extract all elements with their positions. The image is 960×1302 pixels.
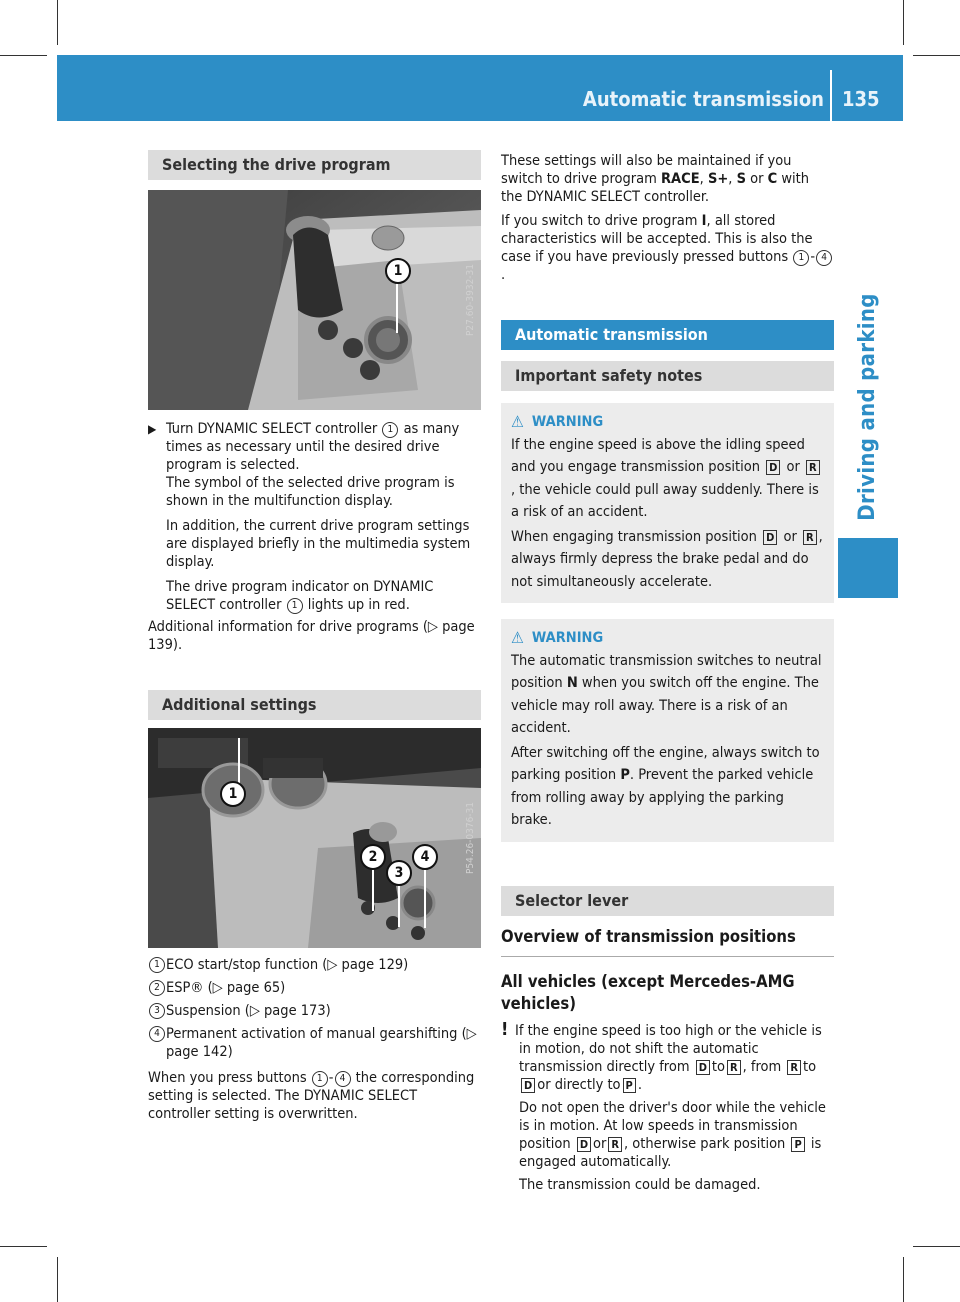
crop-mark [57, 1257, 58, 1302]
list-number: 2 [149, 980, 165, 996]
left-column [148, 150, 481, 1123]
warning-text-part: After switching off the engine, always switch to parking position [511, 744, 820, 783]
warning-heading [511, 411, 824, 434]
settings-maintained-paragraph [501, 152, 834, 206]
crop-mark [57, 0, 58, 45]
note-text-part: Do not open the driver's door while the vehicle is in motion. At low speeds in transmission position [519, 1099, 826, 1152]
gear-key-d: D [763, 530, 777, 545]
callout-number-1: 1 [793, 250, 809, 266]
note-text-part: is engaged automatically. [519, 1135, 822, 1170]
warning-triangle-icon: ⚠ [511, 412, 524, 431]
list-number: 3 [149, 1003, 165, 1019]
warning-text-part: or [783, 528, 797, 545]
individual-program-paragraph [501, 212, 834, 284]
figure-dynamic-select [148, 190, 481, 410]
callout-number-4: 4 [335, 1071, 351, 1087]
list-text: Suspension (▷ page 173) [166, 1003, 331, 1019]
subheading-overview: Overview of transmission positions [501, 926, 796, 946]
paragraph-text: When you press buttons [148, 1070, 307, 1086]
divider [501, 956, 834, 957]
program-splus: S+ [707, 171, 729, 187]
callout-number-4: 4 [816, 250, 832, 266]
warning-text-part: . Prevent the parked vehicle from rolling away by applying the parking brake. [511, 767, 814, 828]
callout-leader [372, 866, 374, 911]
warning-text [511, 650, 824, 740]
step-paragraph-2: In addition, the current drive program settings are displayed briefly in the multimedia system display. [166, 518, 471, 570]
gear-key-r: R [803, 530, 817, 545]
program-i: I [701, 213, 707, 229]
callout-leader [396, 278, 398, 333]
step-text: as many times as necessary until the desired drive program is selected. [166, 421, 460, 473]
range-dash: - [328, 1070, 334, 1086]
warning-text-part: , always firmly depress the brake pedal and do not simultaneously accelerate. [511, 528, 823, 590]
section-title-additional: Additional settings [148, 690, 481, 720]
step-block [148, 420, 481, 654]
callout-leader [424, 866, 426, 928]
warning-text-part: If the engine speed is above the idling speed and you engage transmission position [511, 436, 805, 475]
warning-label: WARNING [531, 414, 604, 430]
warning-text [511, 434, 824, 524]
callout-2: 2 [360, 844, 386, 870]
callout-number-1: 1 [382, 422, 398, 438]
punctuation: . [501, 267, 506, 283]
figure-code: P27.60-3932-31 [465, 264, 476, 337]
legend-list [148, 956, 481, 1061]
note-text-part: or directly to [537, 1076, 621, 1093]
gear-key-r: R [806, 460, 820, 475]
paragraph-text: the corresponding setting is selected. The DYNAMIC SELECT controller setting is overwritten. [148, 1070, 475, 1122]
note-text [501, 1018, 834, 1094]
side-tab-label: Driving and parking [855, 293, 880, 521]
step-arrow-icon: ▶ [148, 422, 157, 436]
gear-key-p: P [791, 1137, 804, 1152]
callout-leader [238, 738, 240, 783]
note-block [501, 1018, 834, 1194]
gear-key-d: D [521, 1078, 535, 1093]
crop-mark [913, 1246, 960, 1247]
crop-mark [913, 55, 960, 56]
warning-text-part: When engaging transmission position [511, 528, 757, 545]
note-text [519, 1099, 834, 1171]
figure-illustration [148, 190, 481, 410]
list-number: 1 [149, 957, 165, 973]
gear-key-r: R [787, 1060, 801, 1075]
warning-heading [511, 627, 824, 650]
warning-text-part: when you switch off the engine. The vehicle may roll away. There is a risk of an accident. [511, 675, 819, 736]
gear-key-d: D [766, 460, 780, 475]
step-turn-controller [148, 420, 481, 614]
punctuation: , [728, 171, 733, 187]
step-text: Turn DYNAMIC SELECT controller [166, 421, 378, 437]
warning-text-part: or [786, 459, 800, 475]
section-title-safety-notes: Important safety notes [501, 361, 834, 391]
crop-mark [903, 0, 904, 45]
section-title-automatic-transmission: Automatic transmission [501, 320, 834, 350]
paragraph-text: or [750, 171, 764, 187]
paragraph-text: with the DYNAMIC SELECT controller. [501, 171, 810, 205]
exclamation-note-icon: ! [501, 1018, 509, 1040]
note-text-part: or [593, 1135, 607, 1152]
step-text: The drive program indicator on DYNAMIC SELECT controller [166, 579, 434, 613]
warning-box-1 [501, 403, 834, 603]
warning-box-2 [501, 619, 834, 842]
page-number: 135 [842, 87, 880, 111]
right-column [501, 152, 834, 1194]
gear-key-r: R [608, 1137, 622, 1152]
note-text-damage: The transmission could be damaged. [519, 1176, 761, 1193]
gear-key-d: D [577, 1137, 591, 1152]
section-title-selector-lever: Selector lever [501, 886, 834, 916]
paragraph-text: , all stored characteristics will be accepted. This is also the case if you have previously pressed buttons [501, 213, 813, 265]
paragraph-text: These settings will also be maintained if you switch to drive program [501, 153, 792, 187]
note-text-part: , otherwise park position [624, 1135, 786, 1152]
list-text: ESP® (▷ page 65) [166, 980, 286, 996]
gear-p: P [620, 767, 630, 783]
program-c: C [767, 171, 778, 187]
callout-1: 1 [385, 258, 411, 284]
callout-3: 3 [386, 860, 412, 886]
callout-leader [398, 882, 400, 927]
warning-triangle-icon: ⚠ [511, 628, 524, 647]
gear-key-p: P [623, 1078, 636, 1093]
list-item [148, 1025, 481, 1061]
paragraph-text: If you switch to drive program [501, 213, 698, 229]
list-text: Permanent activation of manual gearshifting (▷ page 142) [166, 1026, 477, 1060]
program-s: S [736, 171, 746, 187]
callout-number-1: 1 [312, 1071, 328, 1087]
subheading-all-vehicles: All vehicles (except Mercedes-AMG vehicles) [501, 971, 795, 1013]
note-text-part: If the engine speed is too high or the vehicle is in motion, do not shift the automatic transmission directly from [515, 1022, 822, 1075]
side-tab-block [838, 538, 898, 598]
warning-text [511, 526, 824, 594]
callout-1: 1 [220, 781, 246, 807]
gear-key-r: R [727, 1060, 741, 1075]
gear-key-d: D [696, 1060, 710, 1075]
list-number: 4 [149, 1026, 165, 1042]
range-dash: - [810, 249, 816, 265]
side-tab [838, 292, 898, 522]
figure-code: P54.26-0376-31 [465, 802, 476, 875]
warning-text [511, 742, 824, 832]
list-text: ECO start/stop function (▷ page 129) [166, 957, 409, 973]
list-item [148, 1002, 481, 1020]
additional-info-text: Additional information for drive programs (▷ page 139). [148, 619, 475, 653]
list-item [148, 956, 481, 974]
step-text: lights up in red. [307, 597, 410, 613]
note-text-part: to [711, 1058, 726, 1075]
note-text-part: to [803, 1058, 817, 1075]
note-text-part: , from [742, 1058, 782, 1075]
punctuation: , [699, 171, 704, 187]
crop-mark [0, 55, 47, 56]
warning-text-part: , the vehicle could pull away suddenly. There is a risk of an accident. [511, 481, 819, 520]
crop-mark [903, 1257, 904, 1302]
list-item [148, 979, 481, 997]
page-header-title: Automatic transmission [582, 87, 824, 111]
warning-label: WARNING [531, 630, 604, 646]
buttons-paragraph [148, 1069, 481, 1123]
note-text-part: . [637, 1076, 642, 1093]
gear-n: N [566, 675, 578, 691]
crop-mark [0, 1246, 47, 1247]
warning-text-part: The automatic transmission switches to neutral position [511, 652, 822, 691]
callout-number-1: 1 [287, 598, 303, 614]
figure-illustration [148, 728, 481, 948]
program-race: RACE [660, 171, 700, 187]
header-separator [830, 70, 832, 121]
callout-4: 4 [412, 844, 438, 870]
figure-additional-settings [148, 728, 481, 948]
step-text-line2: The symbol of the selected drive program is shown in the multifunction display. [166, 475, 455, 509]
section-title-selecting: Selecting the drive program [148, 150, 481, 180]
